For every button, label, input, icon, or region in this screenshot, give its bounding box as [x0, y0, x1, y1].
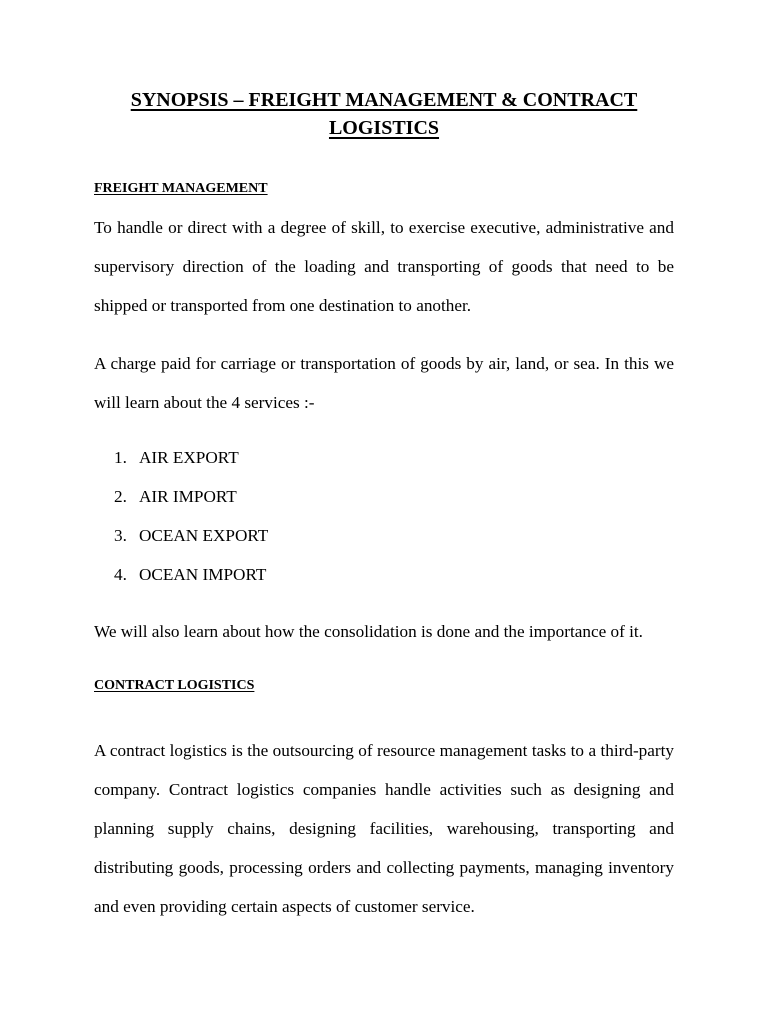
freight-paragraph-charge: A charge paid for carriage or transportation of goods by air, land, or sea. In this we will learn about the 4 services :-: [94, 354, 674, 412]
freight-paragraph-definition: To handle or direct with a degree of skill, to exercise executive, administrative and supervisory direction of the loading and transporting of goods that need to be shipped or transported from one destination to another.: [94, 218, 674, 315]
list-item-label: AIR IMPORT: [139, 487, 237, 506]
list-item: [114, 483, 268, 522]
list-item-label: OCEAN IMPORT: [139, 565, 267, 584]
list-item-number: 4.: [114, 565, 127, 584]
list-item-number: 2.: [114, 487, 127, 506]
list-item-label: OCEAN EXPORT: [139, 526, 269, 545]
contract-paragraph-definition: A contract logistics is the outsourcing of resource management tasks to a third-party company. Contract logistics companies handle activities such as designing and planning supply chains, designing facilities, warehousing, transporting and distributing goods, processing orders and collecting payments, managing inventory and even providing certain aspects of customer service.: [94, 741, 674, 916]
freight-paragraph-consolidation: We will also learn about how the consolidation is done and the importance of it.: [94, 622, 643, 641]
list-item-label: AIR EXPORT: [139, 448, 239, 467]
list-item-number: 1.: [114, 448, 127, 467]
list-item: [114, 522, 268, 561]
list-item: [114, 561, 268, 600]
freight-management-heading: FREIGHT MANAGEMENT: [94, 181, 268, 196]
list-item-number: 3.: [114, 526, 127, 545]
contract-logistics-heading: CONTRACT LOGISTICS: [94, 678, 255, 693]
document-title: SYNOPSIS – FREIGHT MANAGEMENT & CONTRACT LOGISTICS: [130, 89, 638, 139]
services-list: [114, 444, 268, 600]
list-item: [114, 444, 268, 483]
